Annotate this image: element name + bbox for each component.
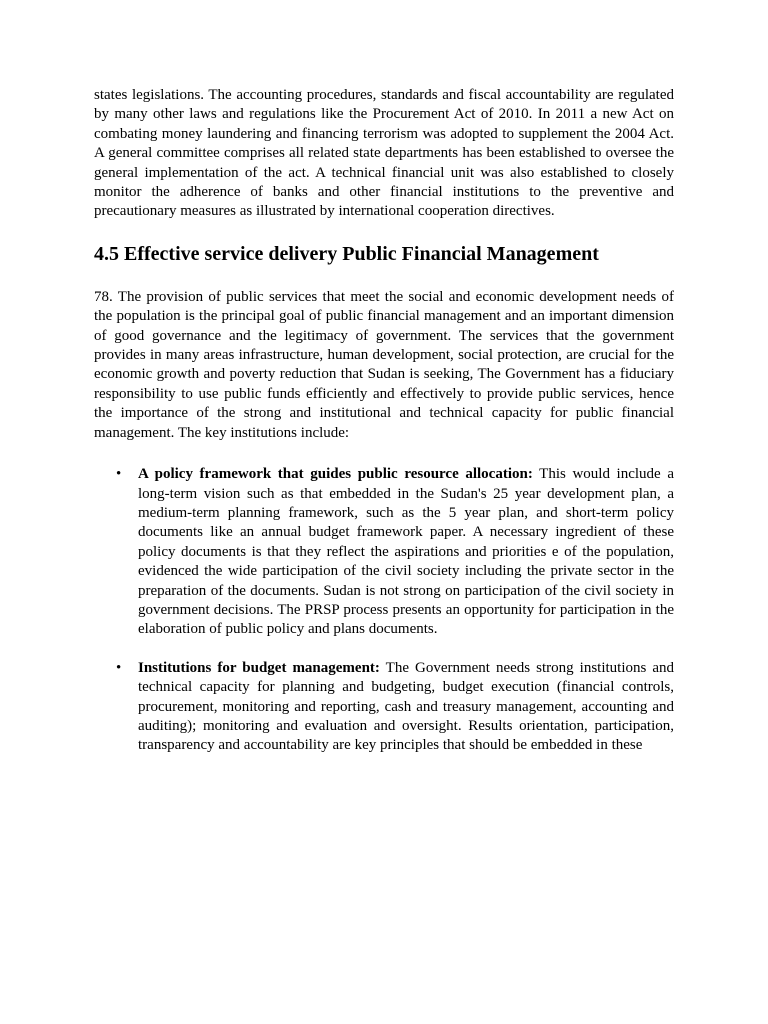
bullet-item-policy-framework — [94, 465, 674, 640]
bullet-icon: • — [116, 466, 122, 483]
section-heading: 4.5 Effective service delivery Public Financial Management — [94, 242, 599, 265]
institutions-bullet-list — [94, 465, 674, 756]
bullet-paragraph — [138, 465, 674, 640]
bullet-paragraph — [138, 659, 674, 756]
bullet-text: This would include a long-term vision such as that embedded in the Sudan's 25 year development plan, a medium-term planning framework, such as the 5 year plan, and short-term policy documents like an annual budget framework paper. A necessary ingredient of these policy documents is that they reflect the aspirations and priorities e of the population, evidenced the wide participation of the civil society including the private sector in the preparation of the documents. Sudan is not strong on participation of the civil society in government decisions. The PRSP process presents an opportunity for participation in the elaboration of public policy and plans documents. — [138, 466, 674, 638]
bullet-title: Institutions for budget management: — [138, 659, 380, 676]
bullet-icon: • — [116, 659, 122, 676]
bullet-text: The Government needs strong institutions and technical capacity for planning and budgeting, budget execution (financial controls, procurement, monitoring and reporting, cash and treasury management, accounting and auditing); monitoring and evaluation and oversight. Results orientation, participation, transparency and accountability are key principles that should be embedded in these — [138, 659, 674, 754]
document-page — [94, 86, 674, 775]
bullet-title: A policy framework that guides public resource allocation: — [138, 466, 533, 483]
intro-paragraph: states legislations. The accounting procedures, standards and fiscal accountability are regulated by many other laws and regulations like the Procurement Act of 2010. In 2011 a new Act on combating money laundering and financing terrorism was adopted to supplement the 2004 Act. A general committee comprises all related state departments has been established to oversee the general implementation of the act. A technical financial unit was also established to closely monitor the adherence of banks and other financial institutions to the preventive and precautionary measures as illustrated by international cooperation directives. — [94, 87, 674, 220]
bullet-item-budget-management — [94, 659, 674, 756]
paragraph-78: 78. The provision of public services that meet the social and economic development needs of the population is the principal goal of public financial management and an important dimension of good governance and the legitimacy of government. The services that the government provides in many areas infrastructure, human development, social protection, are crucial for the economic growth and poverty reduction that Sudan is seeking, The Government has a fiduciary responsibility to use public funds efficiently and effectively to provide public services, hence the importance of the strong and institutional and technical capacity for public financial management. The key institutions include: — [94, 288, 674, 441]
